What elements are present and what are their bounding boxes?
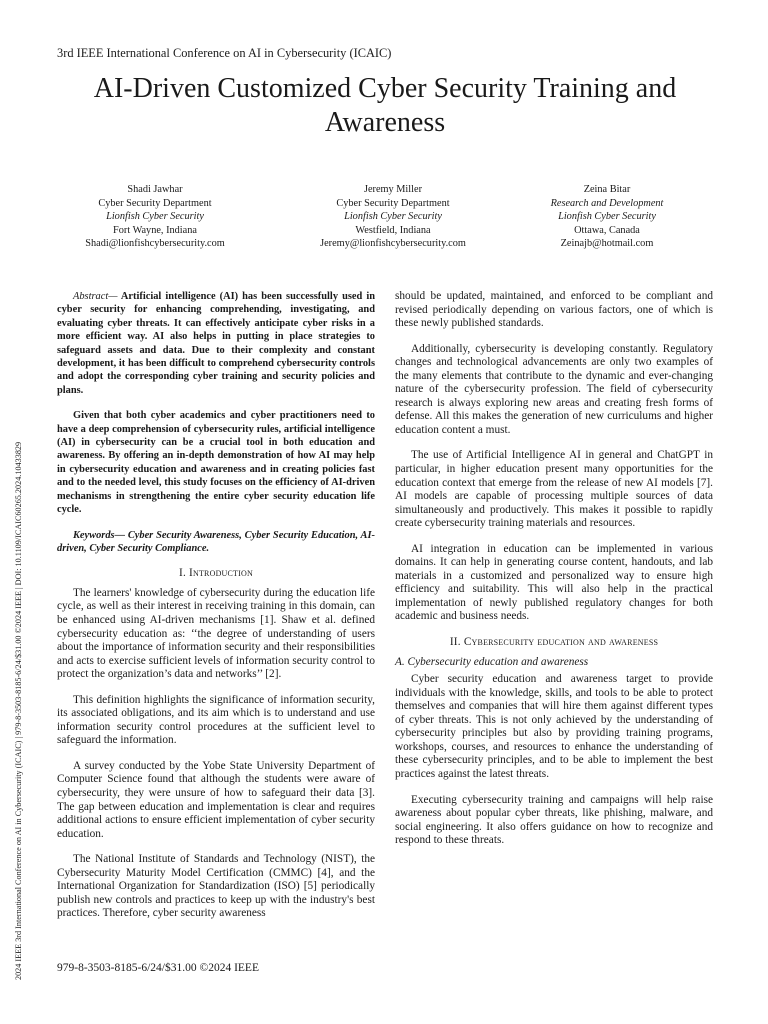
author-location: Westfield, Indiana	[355, 224, 431, 236]
subsection-heading: A. Cybersecurity education and awareness	[395, 655, 589, 668]
author-dept: Research and Development	[550, 197, 664, 209]
author-org: Lionfish Cyber Security	[106, 211, 204, 223]
author-location: Ottawa, Canada	[574, 224, 640, 236]
author-email: Jeremy@lionfishcybersecurity.com	[320, 238, 466, 250]
body-paragraph: The use of Artificial Intelligence AI in general and ChatGPT in particular, in higher education present many opportunities for the education context that emerge from the release of new AI models [7]. AI models are capable of processing multiple sources of data simultaneously and productively. This makes it possible to rapidly create cybersecurity training materials and resources.	[395, 449, 713, 530]
body-paragraph: Cyber security education and awareness target to provide individuals with the knowledge, skills, and tools to be able to protect themselves and companies that will hire them against different types of cyber threats. This is not only achieved by the understanding of cybersecurity principles but also by providing training programs, workshops, courses, and resources to enhance the understanding of these cybersecurity principles, and to be able to implement the best practices against the latest threats.	[395, 673, 713, 780]
keywords-label: Keywords—	[73, 529, 125, 541]
right-column	[395, 290, 713, 860]
abstract-label: Abstract—	[73, 291, 118, 302]
conference-header: 3rd IEEE International Conference on AI in Cybersecurity (ICAIC)	[57, 46, 392, 60]
author-location: Fort Wayne, Indiana	[113, 224, 197, 236]
author-email: Zeinajb@hotmail.com	[560, 238, 654, 250]
body-paragraph: The National Institute of Standards and Technology (NIST), the Cybersecurity Maturity Model Certification (CMMC) [4], and the International Organization for Standardization (ISO) [5] periodically publish new controls and practices to keep up with the industry's best practices. Therefore, cyber security awareness	[57, 853, 375, 920]
author-name: Jeremy Miller	[363, 184, 423, 195]
abstract-paragraph-2: Given that both cyber academics and cyber practitioners need to have a deep comprehension of cybersecurity rules, artificial intelligence (AI) in cybersecurity can be a crucial tool in both education and awareness. By offering an in-depth demonstration of how AI may help in cybersecurity education and awareness and in creating policies fast and to the needed level, this study focuses on the efficiency of AI-driven mechanisms in strengthening the entire cyber security education life cycle.	[57, 410, 375, 516]
abstract-paragraph	[57, 290, 375, 397]
page-footer: 979-8-3503-8185-6/24/$31.00 ©2024 IEEE	[57, 962, 259, 974]
keywords-text: Cyber Security Awareness, Cyber Security Education, AI-driven, Cyber Security Compliance.	[57, 529, 375, 554]
author-org: Lionfish Cyber Security	[558, 211, 656, 223]
author-org: Lionfish Cyber Security	[344, 211, 442, 223]
author-dept: Cyber Security Department	[336, 197, 450, 209]
author-email: Shadi@lionfishcybersecurity.com	[85, 238, 225, 250]
author-name: Zeina Bitar	[583, 184, 631, 195]
author-name: Shadi Jawhar	[127, 184, 183, 195]
left-column	[57, 290, 375, 933]
body-paragraph: Additionally, cybersecurity is developing constantly. Regulatory changes and technological advancements are only two examples of the many elements that contribute to the dynamic and ever-changing nature of the cybersecurity profession. The field of cybersecurity research is always exploring new areas and creating fresh forms of defense. All this makes the generation of new curriculums and higher education content a must.	[395, 342, 713, 436]
author-block	[0, 183, 768, 253]
body-paragraph: AI integration in education can be implemented in various domains. It can help in generating course content, handouts, and lab materials in a customized and personalized way to ensure high efficiency and suitability. This will also help in the practical implementation of newly published regulatory changes for both academic and business needs.	[395, 542, 713, 623]
author-3	[502, 183, 712, 251]
body-paragraph: This definition highlights the significance of information security, its associated obligations, and its aim which is to understand and use information security control procedures at the sufficient level to safeguard the information.	[57, 693, 375, 747]
body-paragraph: should be updated, maintained, and enforced to be compliant and revised periodically depending on various factors, one of which is these newly published standards.	[395, 290, 713, 330]
keywords	[57, 529, 375, 556]
author-dept: Cyber Security Department	[98, 197, 212, 209]
body-paragraph: The learners' knowledge of cybersecurity during the education life cycle, as well as their interest in receiving training in this domain, can be enhanced using AI-driven mechanisms [1]. Shaw et al. defined cybersecurity education as: ‘‘the degree of understanding of users about the importance of information security and their responsibilities and acts to exercise sufficient levels of information security control to protect the organization’s data and networks’’ [2].	[57, 586, 375, 681]
section-heading: I. Introduction	[179, 567, 253, 580]
body-paragraph: Executing cybersecurity training and campaigns will help raise awareness about popular cyber threats, like phishing, malware, and social engineering. It also offers guidance on how to recognize and respond to these threats.	[395, 793, 713, 847]
side-identifier: 2024 IEEE 3rd International Conference on AI in Cybersecurity (ICAIC) | 979-8-3503-8185-6/24/$31.00 ©2024 IEEE | DOI: 10.1109/ICAIC60265.2024.10433829	[14, 441, 23, 980]
author-2	[288, 183, 498, 251]
abstract-text: Artificial intelligence (AI) has been successfully used in cyber security for enhancing comprehending, investigating, and evaluating cyber threats. It can effectively anticipate cyber risks in a more efficient way. AI also helps in putting in place strategies to safeguard assets and data. Due to their complexity and constant development, it has been difficult to comprehend cybersecurity controls and adopt the corresponding cyber training and security policies and plans.	[57, 291, 375, 396]
author-1	[50, 183, 260, 251]
paper-title: AI-Driven Customized Cyber Security Training and Awareness	[93, 73, 677, 138]
body-paragraph: A survey conducted by the Yobe State University Department of Computer Science found that although the students were aware of cybersecurity, they were unsure of how to safeguard their data [3]. The gap between education and implementation is clear and requires additional actions to ensure efficient implementation of cyber security education.	[57, 759, 375, 840]
section-heading: II. Cybersecurity education and awareness	[449, 636, 659, 649]
